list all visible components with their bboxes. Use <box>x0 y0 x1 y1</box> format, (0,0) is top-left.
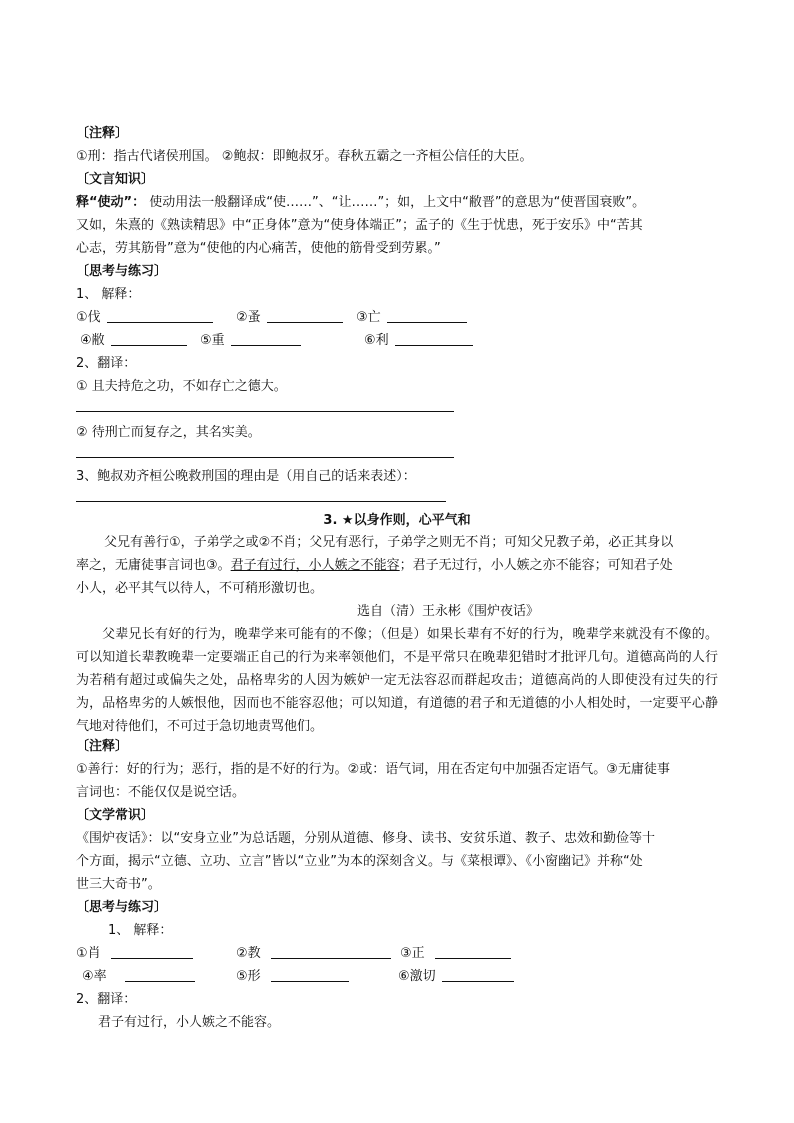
literature-line-3: 世三大奇书”。 <box>76 877 161 892</box>
q1-item-label: ⑤形 <box>236 969 261 984</box>
translation-paragraph: 父辈兄长有好的行为，晚辈学来可能有的不像；（但是）如果长辈有不好的行为，晚辈学来就没有不像的。可以知道长辈教晚辈一定要端正自己的行为来率领他们，不是平常只在晚辈犯错时才批评几句。道德高尚的人行为若稍有超过或偏失之处，品格卑劣的人因为嫉妒一定无法容忍而群起攻击；道德高尚的人即使没有过失的行为，品格卑劣的人嫉恨他，因而也不能容忍他；可以知道，有道德的君子和无道德的小人相处时，一定要平心静气地对待他们，不可过于急切地责骂他们。 <box>76 627 718 734</box>
notes-line-1: ①善行：好的行为；恶行，指的是不好的行为。②或：语气词，用在否定句中加强否定语气。③无庸徒事 <box>76 762 670 777</box>
q1-item <box>236 967 349 987</box>
q1-item-label: ③正 <box>400 946 425 961</box>
q1-item <box>236 944 391 964</box>
answer-blank[interactable] <box>111 944 193 959</box>
original-line-2 <box>76 556 673 576</box>
notes-text: ①刑：指古代诸侯刑国。 ②鲍叔：即鲍叔牙。春秋五霸之一齐桓公信任的大臣。 <box>76 149 533 164</box>
q1-item <box>398 967 514 987</box>
q1-item-label: ⑥激切 <box>398 969 436 984</box>
answer-line[interactable] <box>76 457 454 458</box>
q1-item <box>80 331 187 351</box>
q1-item <box>364 331 473 351</box>
notes-line-2: 言词也：不能仅仅是说空话。 <box>76 785 246 800</box>
literature-line-1: 《围炉夜话》：以“安身立业”为总话题，分别从道德、修身、读书、安贫乐道、教子、忠效和勤俭等十 <box>76 831 655 846</box>
original-text: 率之，无庸徒事言词也③。 <box>76 558 231 573</box>
literature-heading: 〔文学常识〕 <box>76 808 155 823</box>
q1-item-label: ④敝 <box>80 333 105 348</box>
knowledge-line-1 <box>76 193 645 213</box>
answer-blank[interactable] <box>107 308 213 323</box>
q1-item-label: ④率 <box>82 969 107 984</box>
answer-blank[interactable] <box>111 331 187 346</box>
knowledge-heading: 〔文言知识〕 <box>76 172 155 187</box>
answer-blank[interactable] <box>271 944 391 959</box>
answer-blank[interactable] <box>271 967 349 982</box>
q1-item-label: ②教 <box>236 946 261 961</box>
underlined-sentence: 君子有过行，小人嫉之不能容 <box>230 558 400 573</box>
knowledge-label: 释“使动”： <box>76 195 146 210</box>
q2-label: 2、翻译： <box>76 356 137 371</box>
q1-item-label: ⑤重 <box>200 333 225 348</box>
q2-item: ② 待刑亡而复存之，其名实美。 <box>76 425 261 440</box>
notes-heading: 〔注释〕 <box>76 126 129 141</box>
source-citation: 选自（清）王永彬《围炉夜话》 <box>357 604 540 619</box>
q1-item <box>76 944 193 964</box>
q1-item <box>76 308 213 328</box>
knowledge-text-1: 使动用法一般翻译成“使……”、“让……”；如，上文中“敝晋”的意思为“使晋国衰败”。 <box>149 195 646 210</box>
answer-blank[interactable] <box>435 944 511 959</box>
answer-blank[interactable] <box>387 308 467 323</box>
q1-item-label: ②蚤 <box>236 310 261 325</box>
answer-line[interactable] <box>76 501 446 502</box>
literature-line-2: 个方面，揭示“立德、立功、立言”皆以“立业”为本的深刻含义。与《菜根谭》、《小窗幽记》并称“处 <box>76 854 643 869</box>
answer-blank[interactable] <box>125 967 195 982</box>
original-text: ；君子无过行，小人嫉之亦不能容；可知君子处 <box>399 558 673 573</box>
q1-item-label: ①伐 <box>76 310 101 325</box>
q2-item: ① 且夫持危之功，不如存亡之德大。 <box>76 379 287 394</box>
q1-item-label: ①肖 <box>76 946 101 961</box>
q1-item <box>400 944 511 964</box>
q1-item-label: ⑥利 <box>364 333 389 348</box>
q1-label: 1、 解释： <box>108 923 173 938</box>
answer-blank[interactable] <box>395 331 473 346</box>
answer-blank[interactable] <box>267 308 343 323</box>
original-line-1: 父兄有善行①，子弟学之或②不肖；父兄有恶行，子弟学之则无不肖；可知父兄教子弟，必正其身以 <box>104 535 674 550</box>
q1-item-label: ③亡 <box>356 310 381 325</box>
section-title: 3. ★以身作则，心平气和 <box>323 513 471 528</box>
knowledge-line-3: 心志，劳其筋骨”意为“使他的内心痛苦，使他的筋骨受到劳累。” <box>76 241 441 256</box>
q2-label: 2、翻译： <box>76 992 137 1007</box>
q3-label: 3、鲍叔劝齐桓公晚救刑国的理由是（用自己的话来表述）： <box>76 469 416 484</box>
q1-item <box>200 331 301 351</box>
q1-item <box>356 308 467 328</box>
knowledge-line-2: 又如，朱熹的《熟读精思》中“正身体”意为“使身体端正”；孟子的《生于忧患，死于安乐》中“苦其 <box>76 218 643 233</box>
notes-heading: 〔注释〕 <box>76 739 129 754</box>
answer-line[interactable] <box>76 411 454 412</box>
answer-blank[interactable] <box>442 967 514 982</box>
answer-blank[interactable] <box>231 331 301 346</box>
q1-item <box>236 308 343 328</box>
q1-label: 1、 解释： <box>76 287 141 302</box>
exercise-heading: 〔思考与练习〕 <box>76 264 168 279</box>
q2-item: 君子有过行，小人嫉之不能容。 <box>98 1015 281 1030</box>
q1-item <box>82 967 195 987</box>
exercise-heading: 〔思考与练习〕 <box>76 900 168 915</box>
original-line-3: 小人，必平其气以待人，不可稍形激切也。 <box>76 581 324 596</box>
